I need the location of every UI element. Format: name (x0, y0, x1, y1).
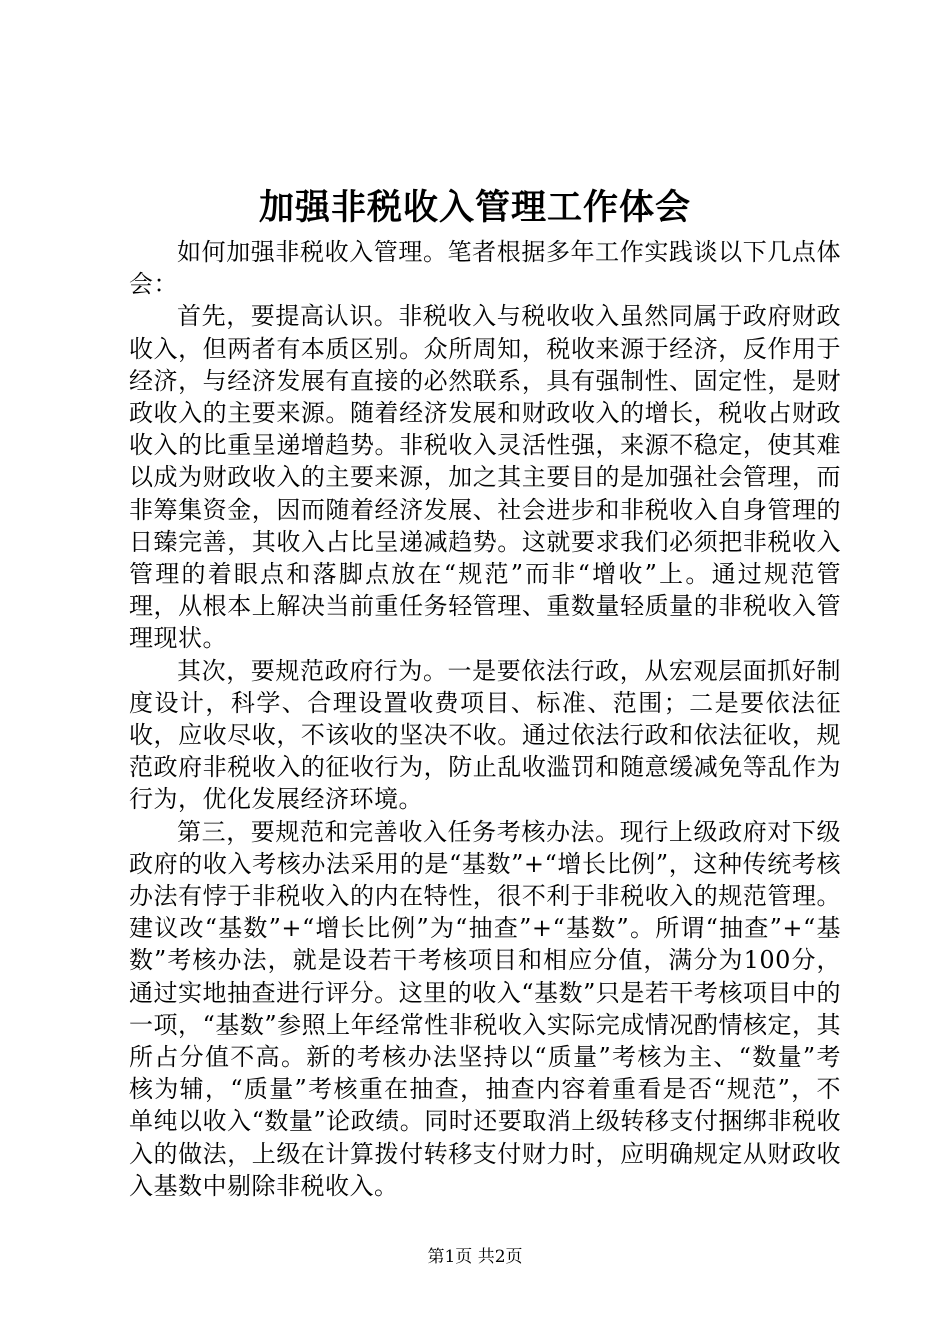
page-number-footer: 第1页 共2页 (427, 1247, 523, 1267)
document-body (129, 236, 841, 1202)
paragraph-third-point: 第三，要规范和完善收入任务考核办法。现行上级政府对下级政府的收入考核办法采用的是“基数”+“增长比例”，这种传统考核办法有悖于非税收入的内在特性，很不利于非税收入的规范管理。建议改“基数”+“增长比例”为“抽查”+“基数”。所谓“抽查”+“基数”考核办法，就是设若干考核项目和相应分值，满分为100分，通过实地抽查进行评分。这里的收入“基数”只是若干考核项目中的一项，“基数”参照上年经常性非税收入实际完成情况酌情核定，其所占分值不高。新的考核办法坚持以“质量”考核为主、“数量”考核为辅，“质量”考核重在抽查，抽查内容着重看是否“规范”，不单纯以收入“数量”论政绩。同时还要取消上级转移支付捆绑非税收入的做法，上级在计算拨付转移支付财力时，应明确规定从财政收入基数中剔除非税收入。 (129, 817, 841, 1200)
paragraph-first-point: 首先，要提高认识。非税收入与税收收入虽然同属于政府财政收入，但两者有本质区别。众所周知，税收来源于经济，反作用于经济，与经济发展有直接的必然联系，具有强制性、固定性，是财政收入的主要来源。随着经济发展和财政收入的增长，税收占财政收入的比重呈递增趋势。非税收入灵活性强，来源不稳定，使其难以成为财政收入的主要来源，加之其主要目的是加强社会管理，而非筹集资金，因而随着经济发展、社会进步和非税收入自身管理的日臻完善，其收入占比呈递减趋势。这就要求我们必须把非税收入管理的着眼点和落脚点放在“规范”而非“增收”上。通过规范管理，从根本上解决当前重任务轻管理、重数量轻质量的非税收入管理现状。 (129, 302, 841, 653)
document-title: 加强非税收入管理工作体会 (258, 187, 691, 228)
paragraph-second-point: 其次，要规范政府行为。一是要依法行政，从宏观层面抓好制度设计，科学、合理设置收费项目、标准、范围；二是要依法征收，应收尽收，不该收的坚决不收。通过依法行政和依法征收，规范政府非税收入的征收行为，防止乱收滥罚和随意缓减免等乱作为行为，优化发展经济环境。 (129, 656, 841, 814)
paragraph-intro: 如何加强非税收入管理。笔者根据多年工作实践谈以下几点体会： (129, 238, 841, 299)
